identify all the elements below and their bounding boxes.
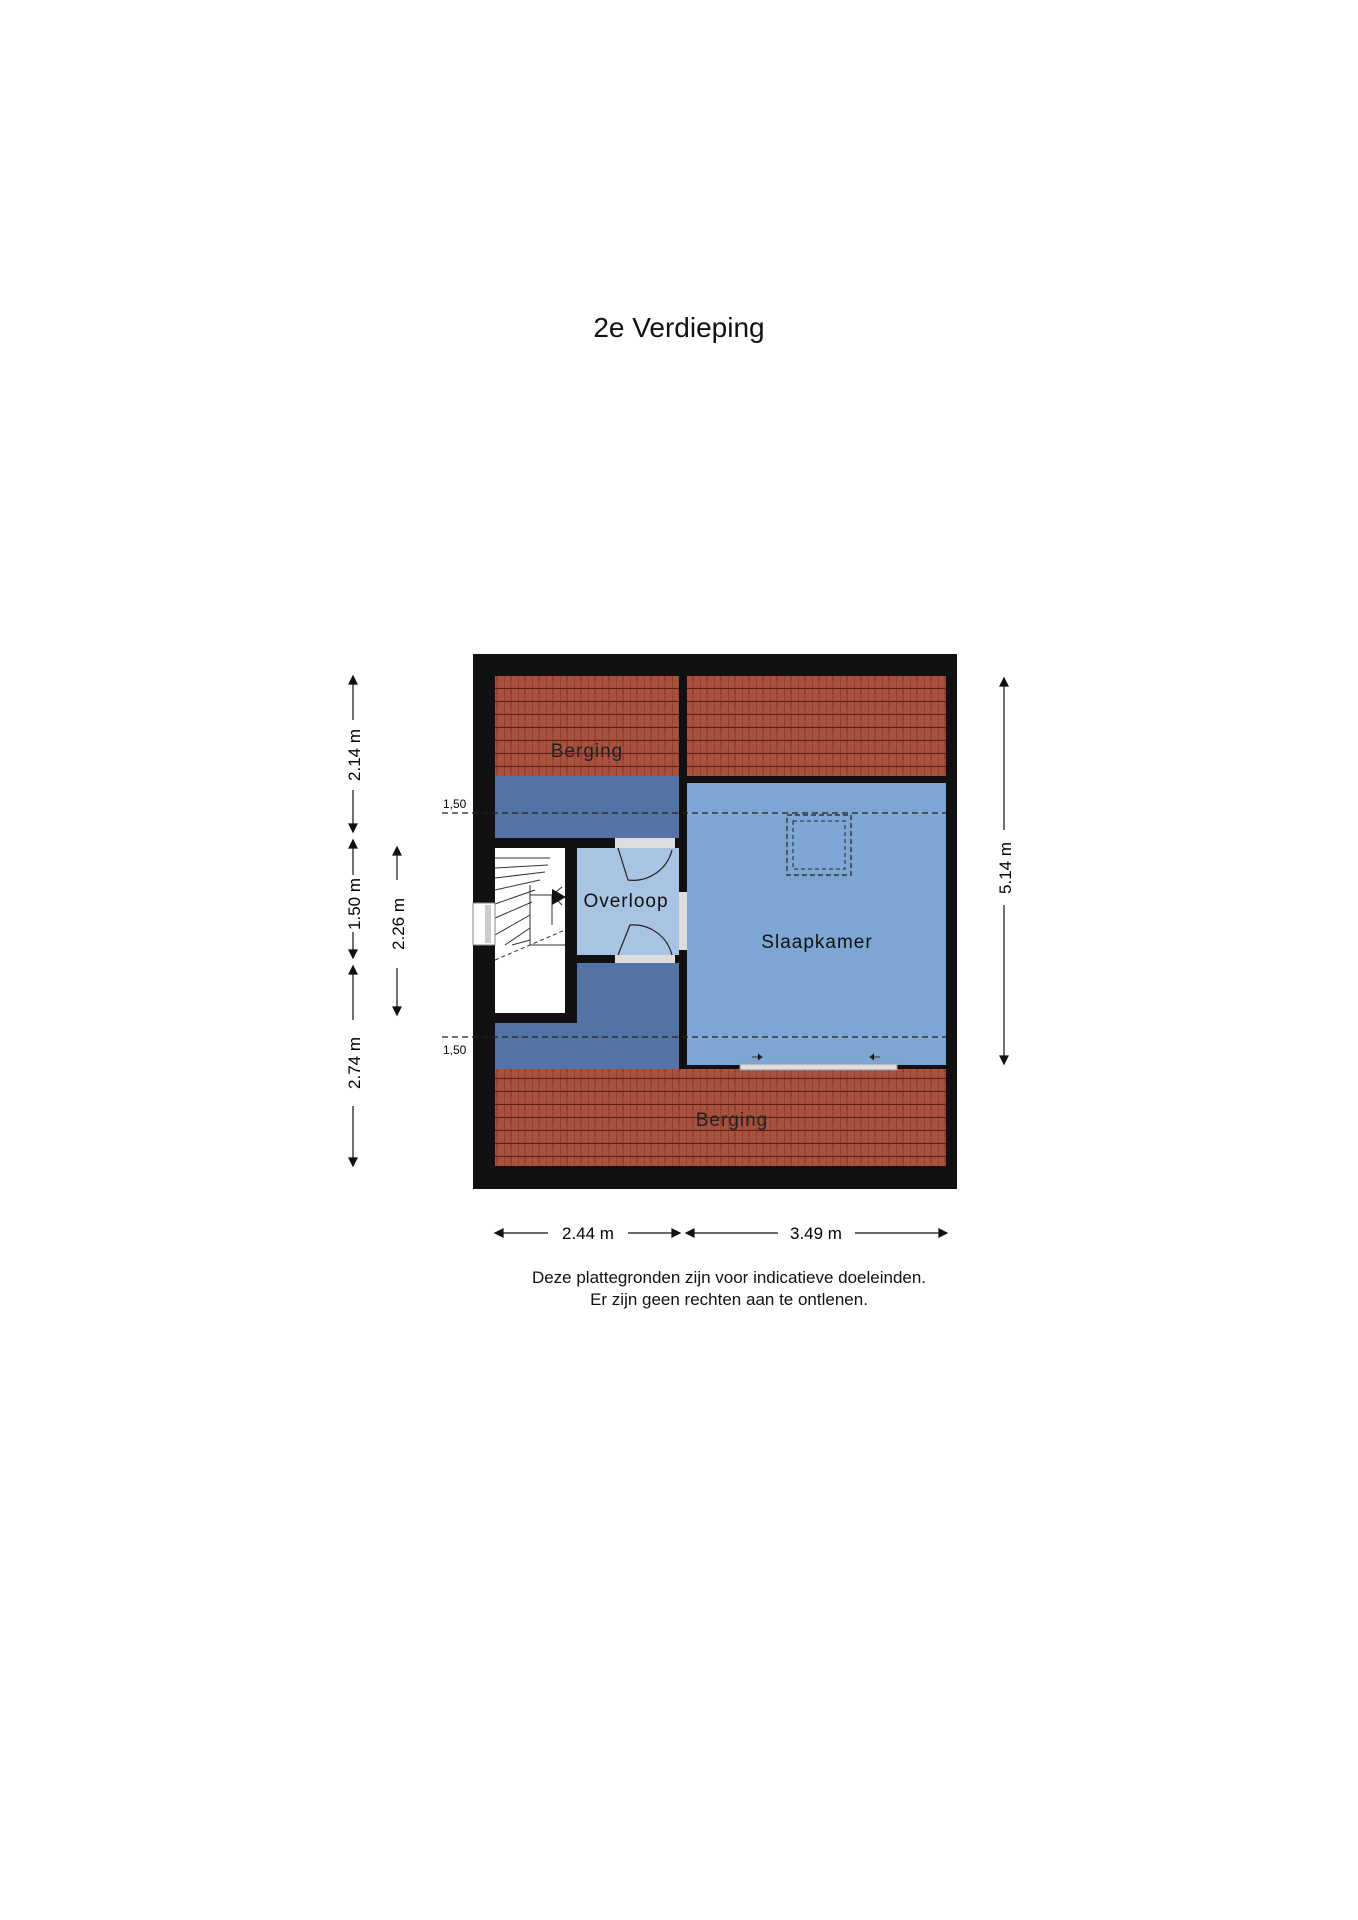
wall-segment: [495, 1013, 577, 1023]
disclaimer-line-2: Er zijn geen rechten aan te ontlenen.: [590, 1290, 868, 1309]
storage-top-band: [495, 776, 679, 843]
left-window: [473, 903, 495, 945]
dim-bottom-right: 3.49 m: [790, 1224, 842, 1243]
floor-title: 2e Verdieping: [593, 312, 765, 343]
dim-right: 5.14 m: [996, 842, 1015, 894]
room-label-slaapkamer: Slaapkamer: [761, 932, 873, 953]
dim-left-top: 2.14 m: [345, 729, 364, 781]
storage-bottom-band: [495, 1020, 679, 1069]
door-frame: [615, 955, 675, 963]
disclaimer-line-1: Deze plattegronden zijn voor indicatieve doeleinden.: [531, 1268, 927, 1287]
dim-inner-left: 2.26 m: [389, 898, 408, 950]
wall-segment: [565, 844, 577, 1019]
height-marker-bottom: 1,50: [443, 1043, 467, 1057]
disclaimer: [479, 1267, 979, 1311]
left-window-pane: [485, 905, 491, 943]
door-frame: [615, 838, 675, 848]
bottom-window: [740, 1064, 897, 1070]
dim-left-middle: 1.50 m: [345, 878, 364, 930]
room-label-overloop: Overloop: [583, 891, 669, 912]
room-label-berging-bottom: Berging: [695, 1110, 769, 1131]
slaapkamer-room: [687, 783, 946, 1065]
dim-left-bottom: 2.74 m: [345, 1037, 364, 1089]
roof-top-right: [686, 676, 946, 776]
room-label-berging-top: Berging: [550, 741, 624, 762]
height-marker-top: 1,50: [443, 797, 467, 811]
door-frame: [679, 892, 687, 950]
dim-bottom-left: 2.44 m: [562, 1224, 614, 1243]
wall-segment: [679, 676, 687, 1069]
